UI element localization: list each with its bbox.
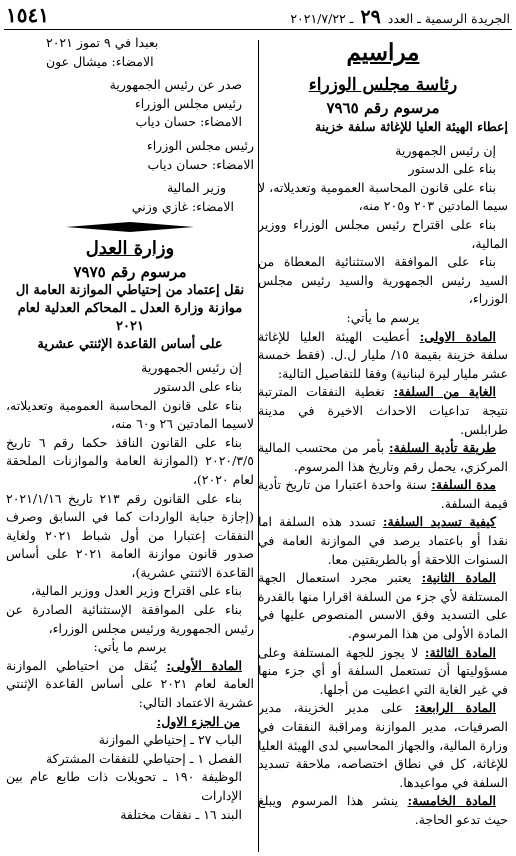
issue-number: ٢٩ (360, 6, 381, 28)
term-label: مدة السلفة: (431, 477, 496, 493)
ministry-title: وزارة العدل (85, 238, 175, 260)
left-column (6, 34, 254, 856)
payment-label: طريقة تأدية السلفة: (388, 440, 496, 456)
article-1-text: أعطيت الهيئة العليا للإغاثة سلفة خزينة بقيمة ١٥/ مليار ل.ل. (فقط خمسة عشر مليار ليرة لبنانية) وفقا للتفاصيل التالية: (258, 328, 508, 381)
list-item-label: الفصل ١ ـ إحتياطي للنفقات المشتركة (45, 750, 242, 766)
pm-signature: الامضاء: حسان دياب (135, 114, 242, 130)
article-3-text: لا يجوز للجهة المستلفة وعلى مسؤوليتها أن تستعمل السلفة أو أي جزء منها في غير الغاية التي اعطيت من أجلها. (258, 644, 508, 697)
decrees-line: يرسم ما يأتي: (346, 309, 420, 325)
article-2-text: يعتبر مجرد استعمال الجهة المستلفة لأي جزء من السلفة اقرارا منها بالقدرة على التسديد وفق الاسس المنصوص عليها في المادة الأولى من هذا المرسوم. (258, 570, 508, 642)
article-4-text: على مدير الخزينة، مدير الصرفيات، مدير الموازنة ومراقبة النفقات في وزارة المالية، والجهاز المحاسبي لدى الهيئة العليا للإغاثة، كل في نطاق اختصاصه، ملاحقة تسديد السلفة في مواعيدها. (258, 700, 508, 790)
finance-minister-title: وزير المالية (166, 180, 226, 196)
right-column (258, 34, 508, 856)
article-1 (258, 328, 508, 384)
signature-date: بعبدا في ٩ تموز ٢٠٢١ (46, 35, 159, 50)
section-title-decrees: مراسيم (346, 39, 420, 66)
authority-title: رئاسة مجلس الوزراء (308, 75, 458, 95)
goal-clause (258, 383, 508, 439)
term-text: سنة واحدة اعتبارا من تاريخ تأدية قيمة السلفة. (258, 477, 508, 511)
article-5 (258, 792, 508, 829)
term-clause (258, 476, 508, 513)
issued-by: صدر عن رئيس الجمهورية (109, 77, 242, 93)
running-header (290, 6, 510, 28)
gazette-title: الجريدة الرسمية ـ العدد (387, 11, 510, 26)
pm2-title: رئيس مجلس الوزراء (146, 137, 254, 153)
preamble2-3: بناء على القانون النافذ حكما رقم ٦ تاريخ ٢٠٢٠/٣/٥ (الموازنة العامة والموازنات الملحقة لعام ٢٠٢٠)، (6, 434, 254, 487)
article2-1 (6, 657, 254, 713)
article-3-label: المادة الثالثة: (424, 644, 496, 660)
finance-minister-signature: الامضاء: غازي وزني (131, 198, 234, 214)
article-4-label: المادة الرابعة: (414, 700, 496, 716)
list-item-label: الوظيفة ١٩٠ ـ تحويلات ذات طابع عام بين الإدارات (6, 769, 242, 803)
preamble-2: بناء على قانون المحاسبة العمومية وتعديلاته، لا سيما المادتين ٢٠٣ و٢٠٥ منه، (258, 179, 508, 214)
president-line-2: إن رئيس الجمهورية (141, 360, 242, 376)
article2-1-label: المادة الأولى: (166, 657, 242, 673)
article-5-text: ينشر هذا المرسوم ويبلغ حيث تدعو الحاجة. (258, 793, 508, 827)
preamble-3: بناء على اقتراح رئيس مجلس الوزراء ووزير المالية، (258, 216, 508, 251)
list-item (6, 750, 254, 769)
article-2 (258, 569, 508, 643)
payment-clause (258, 439, 508, 476)
goal-label: الغاية من السلفة: (393, 384, 496, 400)
article-4 (258, 699, 508, 792)
page-number: ١٥٤١ (6, 3, 49, 27)
decrees-line-2: يرسم ما يأتي: (93, 639, 167, 655)
article-1-label: المادة الاولى: (419, 328, 497, 344)
article2-1-text: يُنقل من احتياطي الموازنة العامة لعام ٢٠٢١ على أساس القاعدة الإثنتي عشرية الاعتماد التالي: (6, 657, 254, 711)
preamble2-2: بناء على قانون المحاسبة العمومية وتعديلاته، لاسيما المادتين ٢٦ و٦٠ منه، (6, 397, 254, 432)
decree-number: مرسوم رقم ٧٩٦٥ (326, 99, 440, 117)
list-item (6, 768, 254, 805)
decree-title-line-1: نقل إعتماد من إحتياطي الموازنة العامة ال (15, 283, 245, 299)
article-5-label: المادة الخامسة: (407, 793, 497, 809)
decree-title-line-3: على أساس القاعدة الإثنتي عشرية (37, 337, 223, 353)
preamble-1: بناء على الدستور (408, 161, 496, 177)
goal-text: تغطية النفقات المترتبة نتيجة تداعيات الاحداث الاخيرة في مدينة طرابلس. (258, 384, 508, 437)
repay-clause (258, 513, 508, 569)
preamble-4: بناء على الموافقة الاستثنائية المعطاة من السيد رئيس الجمهورية والسيد رئيس مجلس الوزراء، (258, 254, 508, 307)
preamble2-1: بناء على الدستور (154, 378, 242, 394)
article-3 (258, 644, 508, 700)
decree-title: إعطاء الهيئة العليا للإغاثة سلفة خزينة (315, 119, 508, 134)
repay-text: تسدد هذه السلفة اما نقدا أو باعتماد يرصد في الموازنة العامة في السنوات اللاحقة أو بالطريقتين معا. (258, 514, 508, 567)
decree-number-2: مرسوم رقم ٧٩٧٥ (73, 263, 187, 282)
repay-label: كيفية تسديد السلفة: (382, 514, 497, 530)
payment-text: بأمر من محتسب المالية المركزي، يحمل رقم وتاريخ هذا المرسوم. (258, 440, 508, 474)
pm-title: رئيس مجلس الوزراء (134, 95, 242, 111)
president-line: إن رئيس الجمهورية (395, 142, 496, 158)
preamble2-6: بناء على الموافقة الإستثنائية الصادرة عن رئيس الجمهورية ورئيس مجلس الوزراء، (6, 602, 254, 636)
list-item (6, 731, 254, 750)
decree-title-line-2: موازنة وزارة العدل ـ المحاكم العدلية لعام ٢٠٢١ (17, 301, 243, 335)
section-separator (6, 220, 254, 234)
list-item (6, 806, 254, 825)
preamble2-4: بناء على القانون رقم ٢١٣ تاريخ ٢٠٢١/١/١٦ (إجازة جباية الواردات كما في السابق وصرف النفقات إعتبارا من أول شباط ٢٠٢١ ولغاية صدور قانون موازنة العامة ٢٠٢١ على أساس القاعدة الاثنتي عشرية)، (6, 490, 254, 580)
list-item-label: الباب ٢٧ ـ إحتياطي الموازنة (98, 732, 242, 748)
issue-date: ـ ٢٠٢١/٧/٢٢ (290, 11, 354, 26)
part-title: من الجزء الاول: (156, 713, 240, 729)
list-item-label: البند ١٦ ـ نفقات مختلفة (120, 806, 242, 822)
article-2-label: المادة الثانية: (421, 570, 496, 586)
page-header (4, 3, 512, 30)
pm2-signature: الامضاء: حسان دياب (147, 156, 254, 172)
preamble2-5: بناء على اقتراح وزير العدل ووزير المالية، (31, 583, 242, 599)
president-signature: الامضاء: ميشال عون (46, 53, 154, 69)
